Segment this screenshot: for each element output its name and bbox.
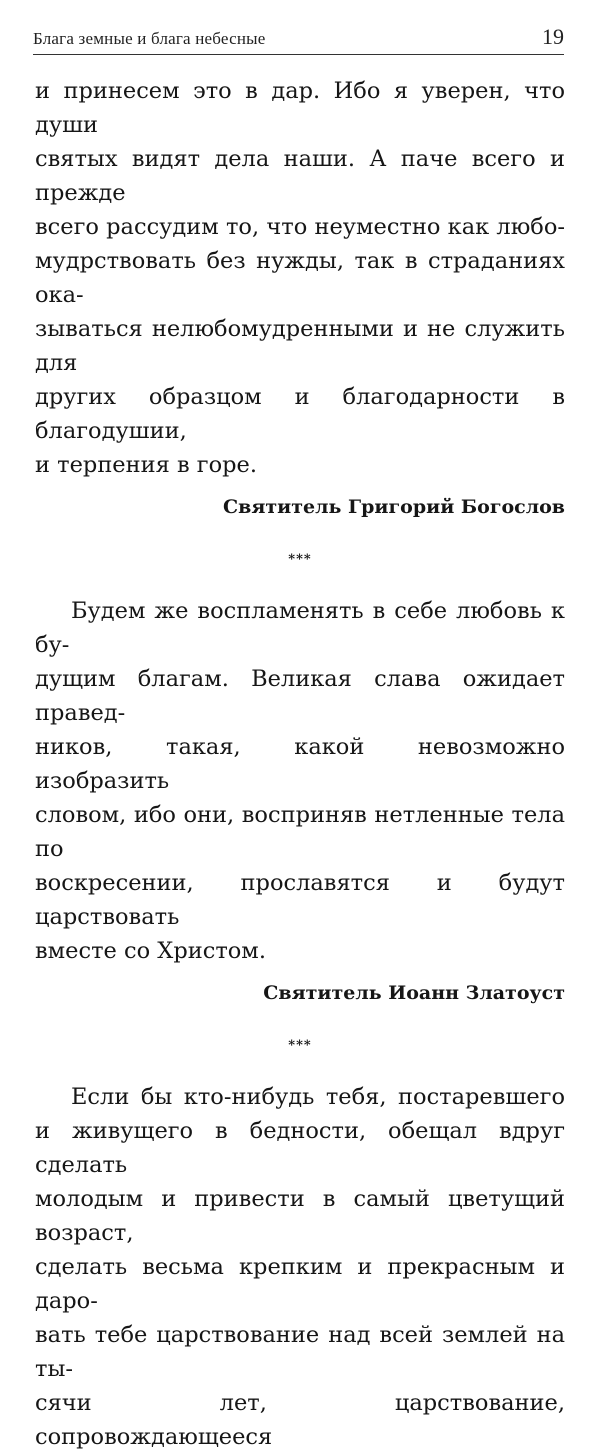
- text-line: и принесем это в дар. Ибо я уверен, что души: [35, 78, 565, 138]
- running-header: [33, 24, 564, 50]
- page-number: 19: [542, 24, 564, 49]
- text-line: всего рассудим то, что неуместно как любо-: [35, 214, 565, 240]
- header-rule: [33, 54, 564, 55]
- text-line: мудрствовать без нужды, так в страданиях ока-: [35, 248, 565, 308]
- text-line: вать тебе царствование над всей землей на ты-: [35, 1322, 565, 1382]
- paragraph-chrysostom: [35, 594, 565, 968]
- text-line: словом, ибо они, восприняв нетленные тела по: [35, 802, 565, 862]
- text-line: Будем же воспламенять в себе любовь к бу-: [35, 598, 565, 658]
- running-title: Блага земные и блага небесные: [33, 29, 266, 48]
- attribution-gregory: Святитель Григорий Богослов: [223, 496, 565, 518]
- text-line: воскресении, прославятся и будут царствовать: [35, 870, 565, 930]
- text-line: святых видят дела наши. А паче всего и прежде: [35, 146, 565, 206]
- page-body: [35, 74, 565, 1454]
- text-line: и терпения в горе.: [35, 452, 257, 478]
- section-separator: ***: [288, 552, 312, 567]
- text-line: сделать весьма крепким и прекрасным и даро-: [35, 1254, 565, 1314]
- text-line: ников, такая, какой невозможно изобразить: [35, 734, 565, 794]
- paragraph-continuation: [35, 74, 565, 482]
- text-line: вместе со Христом.: [35, 938, 266, 964]
- text-line: Если бы кто-нибудь тебя, постаревшего: [71, 1084, 565, 1110]
- text-line: дущим благам. Великая слава ожидает правед-: [35, 666, 565, 726]
- paragraph-third: [35, 1080, 565, 1454]
- text-line: и живущего в бедности, обещал вдруг сделать: [35, 1118, 565, 1178]
- section-separator: ***: [288, 1038, 312, 1053]
- text-line: сячи лет, царствование, сопровождающееся: [35, 1390, 565, 1450]
- attribution-chrysostom: Святитель Иоанн Златоуст: [263, 982, 565, 1004]
- text-line: других образцом и благодарности в благодушии,: [35, 384, 565, 444]
- text-line: зываться нелюбомудренными и не служить для: [35, 316, 565, 376]
- text-line: молодым и привести в самый цветущий возраст,: [35, 1186, 565, 1246]
